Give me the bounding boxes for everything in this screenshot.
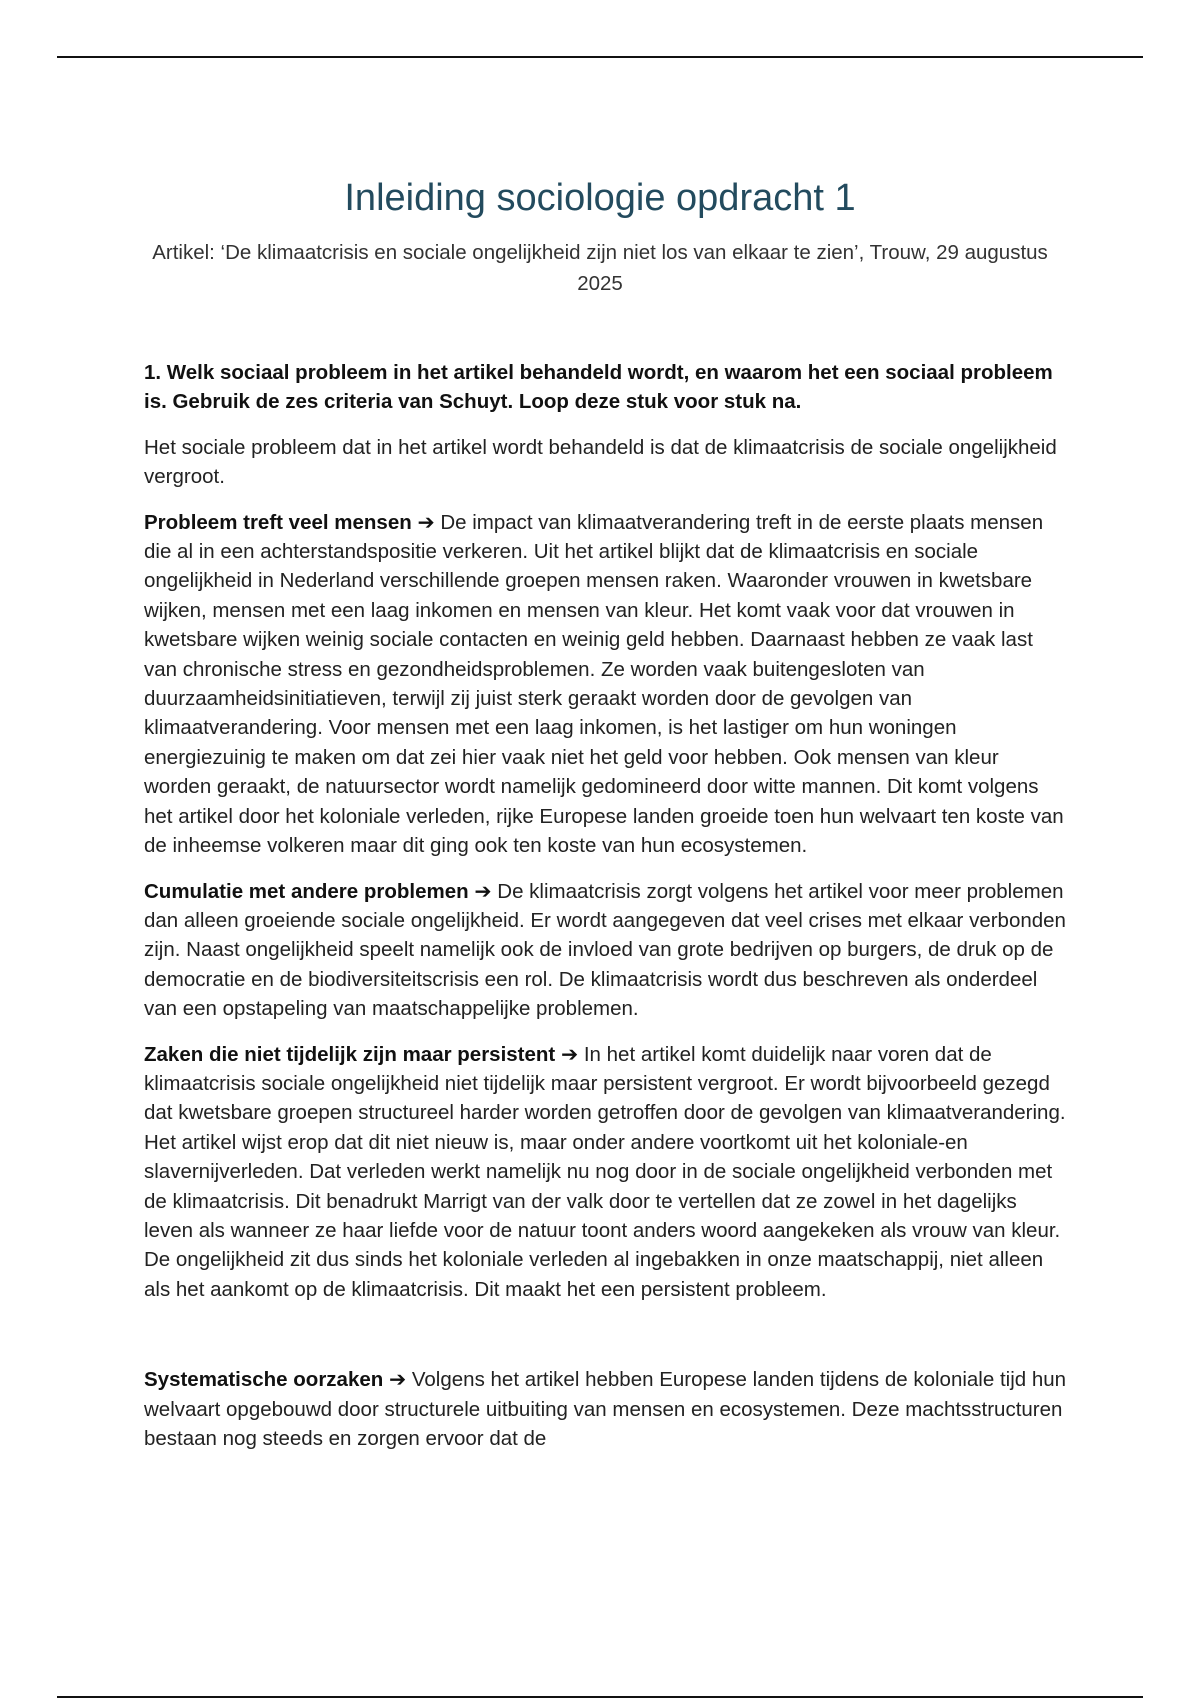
- criterion-text: Volgens het artikel hebben Europese landen tijdens de koloniale tijd hun welvaart opgebouwd door structurele uitbuiting van mensen en ecosystemen. Deze machtsstructuren bestaan nog steeds en zorgen ervoor dat de: [144, 1368, 1067, 1450]
- criterion-label: Cumulatie met andere problemen: [144, 879, 469, 903]
- document-subtitle: Artikel: ‘De klimaatcrisis en sociale ongelijkheid zijn niet los van elkaar te zien’, Trouw, 29 augustus 2025: [152, 241, 1048, 295]
- criterion-label: Systematische oorzaken: [144, 1368, 384, 1392]
- intro-paragraph: Het sociale probleem dat in het artikel wordt behandeld is dat de klimaatcrisis de sociale ongelijkheid vergroot.: [144, 435, 1057, 489]
- criterion-paragraph: [144, 877, 1069, 1024]
- criterion-text: De klimaatcrisis zorgt volgens het artikel voor meer problemen dan alleen groeiende sociale ongelijkheid. Er wordt aangegeven dat veel crises met elkaar verbonden zijn. Naast ongelijkheid speelt namelijk ook de invloed van grote bedrijven op burgers, de druk op de democratie en de biodiversiteitscrisis een rol. De klimaatcrisis wordt dus beschreven als onderdeel van een opstapeling van maatschappelijke problemen.: [144, 879, 1066, 1021]
- criterion-paragraph: [144, 1040, 1069, 1305]
- question-heading: 1. Welk sociaal probleem in het artikel behandeld wordt, en waarom het een sociaal probleem is. Gebruik de zes criteria van Schuyt. Loop deze stuk voor stuk na.: [144, 361, 1053, 414]
- arrow-right-icon: ➔: [417, 510, 435, 534]
- arrow-right-icon: ➔: [388, 1368, 407, 1392]
- footer-rule: [57, 1696, 1143, 1698]
- criterion-label: Zaken die niet tijdelijk zijn maar persistent: [144, 1042, 561, 1066]
- criterion-paragraph: [144, 1365, 1069, 1453]
- criterion-paragraph: [144, 508, 1069, 861]
- criterion-text: In het artikel komt duidelijk naar voren dat de klimaatcrisis sociale ongelijkheid niet tijdelijk maar persistent vergroot. Er wordt bijvoorbeeld gezegd dat kwetsbare groepen structureel harder worden getroffen door de gevolgen van klimaatverandering. Het artikel wijst erop dat dit niet nieuw is, maar onder andere voortkomt uit het koloniale-en slavernijverleden. Dat verleden werkt namelijk nu nog door in de sociale ongelijkheid verbonden met de klimaatcrisis. Dit benadrukt Marrigt van der valk door te vertellen dat ze zowel in het dagelijks leven als wanneer ze haar liefde voor de natuur toont anders woord aangekeken als vrouw van kleur. De ongelijkheid zit dus sinds het koloniale verleden al ingebakken in onze maatschappij, niet alleen als het aankomt op de klimaatcrisis. Dit maakt het een persistent probleem.: [144, 1042, 1066, 1301]
- criterion-text: De impact van klimaatverandering treft in de eerste plaats mensen die al in een achterstandspositie verkeren. Uit het artikel blijkt dat de klimaatcrisis en sociale ongelijkheid in Nederland verschillende groepen mensen raken. Waaronder vrouwen in kwetsbare wijken, mensen met een laag inkomen en mensen van kleur. Het komt vaak voor dat vrouwen in kwetsbare wijken weinig sociale contacten en weinig geld hebben. Daarnaast hebben ze vaak last van chronische stress en gezondheidsproblemen. Ze worden vaak buitengesloten van duurzaamheidsinitiatieven, terwijl zij juist sterk geraakt worden door de gevolgen van klimaatverandering. Voor mensen met een laag inkomen, is het lastiger om hun woningen energiezuinig te maken om dat zei hier vaak niet het geld voor hebben. Ook mensen van kleur worden geraakt, de natuursector wordt namelijk gedomineerd door witte mannen. Dit komt volgens het artikel door het koloniale verleden, rijke Europese landen groeide toen hun welvaart ten koste van de inheemse volkeren maar dit ging ook ten koste van hun ecosystemen.: [144, 510, 1064, 858]
- arrow-right-icon: ➔: [474, 879, 492, 903]
- header-rule: [57, 56, 1143, 58]
- paragraph-spacer: [144, 1320, 1069, 1365]
- criterion-label: Probleem treft veel mensen: [144, 510, 412, 534]
- document-body: [144, 358, 1069, 1469]
- arrow-right-icon: ➔: [560, 1042, 579, 1066]
- document-title: Inleiding sociologie opdracht 1: [344, 177, 856, 219]
